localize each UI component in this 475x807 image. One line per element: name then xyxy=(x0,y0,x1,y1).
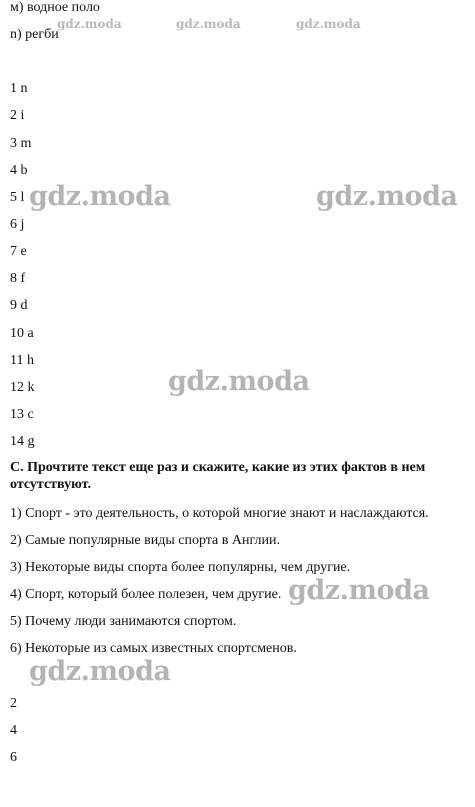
answer-line-4: 4 b xyxy=(10,163,28,178)
section-c-answer-3: 6 xyxy=(10,750,17,765)
section-c-item-2: 2) Самые популярные виды спорта в Англии. xyxy=(10,533,280,548)
watermark-large-3: gdz.moda xyxy=(168,366,310,397)
section-c-answer-2: 4 xyxy=(10,723,17,738)
answer-line-7: 7 e xyxy=(10,244,27,259)
answer-line-8: 8 f xyxy=(10,271,26,286)
watermark-large-5: gdz.moda xyxy=(29,656,171,687)
watermark-small-3: gdz.moda xyxy=(296,17,361,31)
section-c-heading: C. Прочтите текст еще раз и скажите, какие из этих фактов в нем отсутствуют. xyxy=(10,460,426,492)
answer-line-3: 3 m xyxy=(10,136,32,151)
watermark-large-1: gdz.moda xyxy=(29,181,171,212)
answer-line-11: 11 h xyxy=(10,353,34,368)
answer-line-2: 2 i xyxy=(10,108,25,123)
section-c-item-5: 5) Почему люди занимаются спортом. xyxy=(10,614,237,629)
answer-line-13: 13 c xyxy=(10,407,34,422)
answer-line-1: 1 n xyxy=(10,81,28,96)
answer-line-5: 5 l xyxy=(10,190,25,205)
list-item-water-polo: м) водное поло xyxy=(10,0,100,15)
answer-line-12: 12 k xyxy=(10,380,35,395)
answer-line-10: 10 a xyxy=(10,326,34,341)
section-c-answer-1: 2 xyxy=(10,696,17,711)
answer-line-14: 14 g xyxy=(10,434,35,449)
watermark-large-2: gdz.moda xyxy=(316,181,458,212)
section-c-item-1: 1) Спорт - это деятельность, о которой многие знают и наслаждаются. xyxy=(10,506,429,521)
section-c-item-4: 4) Спорт, который более полезен, чем другие. xyxy=(10,587,282,602)
section-c-item-3: 3) Некоторые виды спорта более популярны, чем другие. xyxy=(10,560,351,575)
answer-line-9: 9 d xyxy=(10,298,28,313)
watermark-small-2: gdz.moda xyxy=(176,17,241,31)
watermark-small-1: gdz.moda xyxy=(57,17,122,31)
section-c-item-6: 6) Некоторые из самых известных спортсменов. xyxy=(10,641,297,656)
watermark-large-4: gdz.moda xyxy=(288,575,430,606)
answer-line-6: 6 j xyxy=(10,217,25,232)
list-item-rugby: n) регби xyxy=(10,27,59,42)
